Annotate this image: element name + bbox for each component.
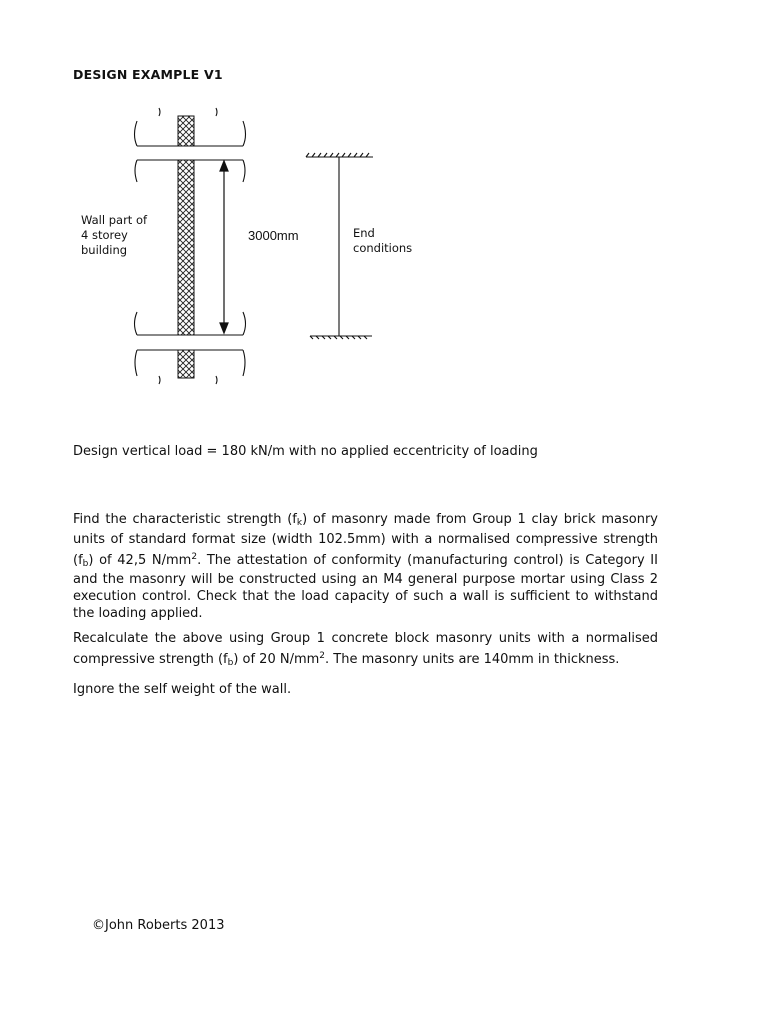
masonry-wall (178, 116, 194, 378)
wall-label: Wall part of 4 storey building (81, 213, 148, 257)
paragraph-characteristic-strength: Find the characteristic strength $(f_k)$ of masonry made from Group 1 clay brick masonry units of standard format size (width 102.5mm) with a normalised compressive strength $(f_b)$ of 42,5 $N/mm^2$. The attestation of conformity (manufacturing control) is Category II and the masonry will be constructed using an M4 general purpose mortar using Class 2 execution control. Check that the load capacity of such a wall is sufficient to withstand the loading applied. (73, 512, 658, 621)
document-title: DESIGN EXAMPLE V1 (73, 67, 223, 82)
design-load-line: Design vertical load = 180 kN/m with no applied eccentricity of loading (73, 444, 538, 459)
paragraph-recalculate: Recalculate the above using Group 1 concrete block masonry units with a normalised compressive strength $(f_b)$ of 20 $N/mm^2$. The masonry units are 140mm in thickness. (73, 631, 658, 668)
wall-diagram (0, 0, 768, 420)
end-conditions-label: End conditions (353, 226, 413, 255)
height-label: 3000mm (248, 228, 299, 243)
paragraph-self-weight: Ignore the self weight of the wall. (73, 682, 292, 697)
height-dimension-arrow (220, 161, 228, 333)
copyright-footer: ©John Roberts 2013 (92, 918, 225, 933)
